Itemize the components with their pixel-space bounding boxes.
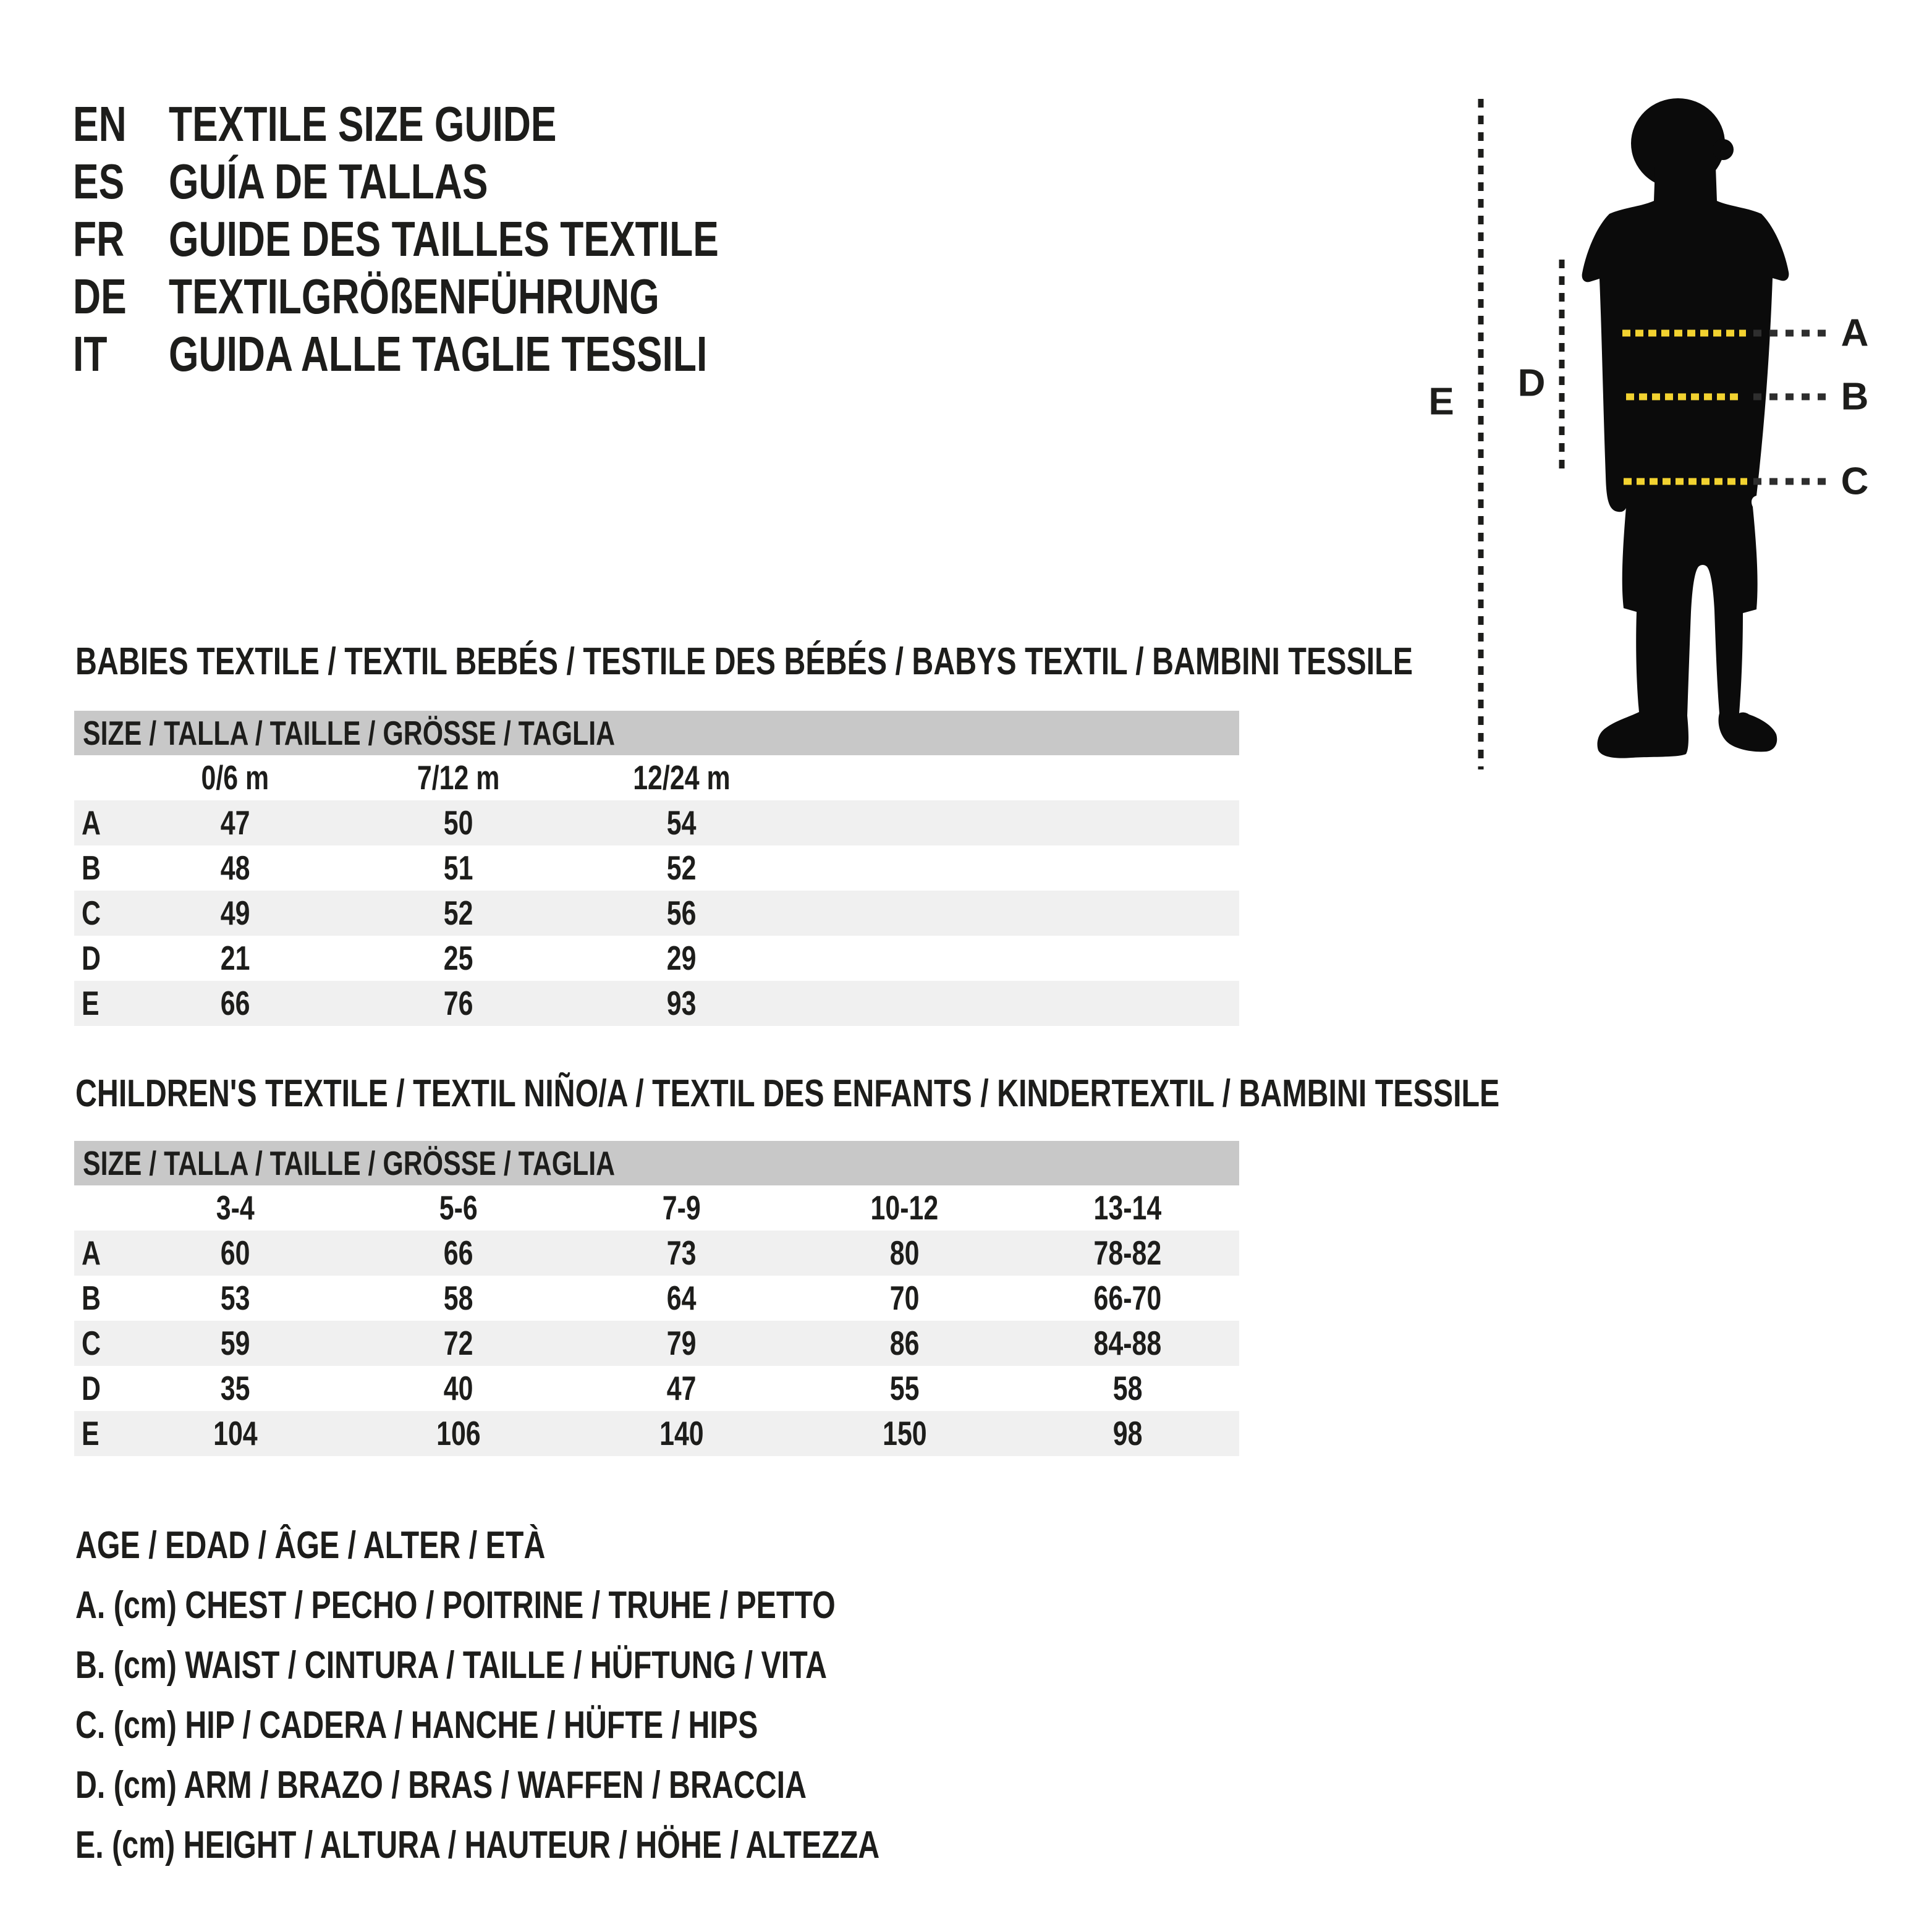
marker-label-d: D (1517, 362, 1546, 405)
row-label-text: A (82, 803, 101, 842)
table-row (74, 845, 1239, 891)
value-cell (793, 1411, 1016, 1456)
legend-line-text: C. (cm) HIP / CADERA / HANCHE / HÜFTE / HIPS (75, 1704, 758, 1747)
row-label (82, 981, 104, 1026)
children-size-table (74, 1141, 1239, 1456)
column-header-text: 3-4 (216, 1188, 255, 1227)
column-header-text: 12/24 m (632, 758, 731, 797)
table-row (74, 1411, 1239, 1456)
value-text: 49 (220, 894, 250, 932)
value-text: 70 (889, 1279, 920, 1317)
value-cell (570, 891, 793, 936)
value-text: 56 (666, 894, 697, 932)
language-code (73, 96, 169, 153)
row-label (82, 1366, 106, 1411)
language-title-text: GUIDE DES TAILLES TEXTILE (169, 211, 719, 266)
value-cell (124, 800, 347, 845)
value-cell (570, 1321, 793, 1366)
legend-line-text: A. (cm) CHEST / PECHO / POITRINE / TRUHE / PETTO (75, 1584, 836, 1627)
language-title-text: GUIDA ALLE TAGLIE TESSILI (169, 326, 708, 381)
language-row (73, 95, 874, 153)
value-cell (570, 981, 793, 1026)
row-label-text: D (82, 939, 101, 977)
value-cell (793, 1231, 1016, 1276)
table-row (74, 1366, 1239, 1411)
value-cell (347, 981, 570, 1026)
value-cell (347, 936, 570, 981)
language-row (73, 325, 874, 383)
value-cell (793, 1366, 1016, 1411)
value-text: 86 (889, 1324, 920, 1362)
column-header-text: 7-9 (662, 1188, 701, 1227)
language-title (169, 153, 578, 210)
children-table-header-bar (74, 1141, 1239, 1185)
value-text: 58 (443, 1279, 473, 1317)
column-header-text: 0/6 m (201, 758, 269, 797)
value-text: 55 (889, 1369, 920, 1407)
babies-table-header-bar (74, 711, 1239, 755)
language-title-text: GUÍA DE TALLAS (169, 153, 488, 209)
column-header-cell (793, 1185, 1016, 1231)
value-text: 40 (443, 1369, 473, 1407)
column-header-text: 13-14 (1093, 1188, 1162, 1227)
value-text: 106 (436, 1414, 481, 1452)
value-cell (570, 845, 793, 891)
table-row (74, 1231, 1239, 1276)
row-label (82, 891, 106, 936)
value-text: 73 (666, 1234, 697, 1272)
row-label (82, 936, 106, 981)
children-section-title (75, 1069, 1901, 1119)
value-cell (347, 1366, 570, 1411)
children-section-title-text: CHILDREN'S TEXTILE / TEXTIL NIÑO/A / TEXTIL DES ENFANTS / KINDERTEXTIL / BAMBINI TESSILE (75, 1072, 1500, 1115)
language-code-text: IT (73, 326, 108, 381)
value-text: 66 (443, 1234, 473, 1272)
row-label (82, 1321, 106, 1366)
value-cell (570, 1366, 793, 1411)
legend-line-text: AGE / EDAD / ÂGE / ALTER / ETÀ (75, 1524, 546, 1567)
value-text: 150 (882, 1414, 927, 1452)
value-text: 35 (220, 1369, 250, 1407)
legend-line-text: B. (cm) WAIST / CINTURA / TAILLE / HÜFTUNG / VITA (75, 1644, 828, 1687)
value-cell (1016, 1321, 1239, 1366)
table-row (74, 1276, 1239, 1321)
value-text: 84-88 (1093, 1324, 1162, 1362)
language-title (169, 211, 874, 268)
language-title (169, 268, 798, 325)
language-code-text: EN (73, 96, 127, 151)
value-cell (1016, 1411, 1239, 1456)
language-row (73, 153, 874, 210)
column-header-cell (570, 755, 793, 800)
row-label (82, 800, 106, 845)
language-code (73, 326, 169, 383)
marker-label-a: A (1841, 311, 1869, 355)
table-row (74, 936, 1239, 981)
value-cell (570, 1411, 793, 1456)
value-text: 78-82 (1093, 1234, 1162, 1272)
value-text: 72 (443, 1324, 473, 1362)
measurement-legend (75, 1515, 1106, 1875)
value-text: 53 (220, 1279, 250, 1317)
language-title (169, 96, 666, 153)
value-text: 79 (666, 1324, 697, 1362)
column-header-cell (347, 1185, 570, 1231)
legend-line (75, 1755, 1106, 1815)
marker-label-b: B (1841, 375, 1869, 418)
value-cell (347, 1321, 570, 1366)
value-cell (124, 1231, 347, 1276)
value-cell (570, 800, 793, 845)
language-code-text: DE (73, 268, 127, 324)
table-row (74, 891, 1239, 936)
value-cell (124, 1276, 347, 1321)
value-cell (347, 800, 570, 845)
language-code (73, 153, 169, 210)
value-cell (570, 936, 793, 981)
legend-line (75, 1635, 1106, 1695)
babies-section-title (75, 637, 1790, 687)
value-cell (347, 1276, 570, 1321)
value-text: 21 (220, 939, 250, 977)
value-text: 47 (220, 803, 250, 842)
value-cell (570, 1231, 793, 1276)
language-title-list (73, 95, 874, 383)
value-text: 58 (1112, 1369, 1143, 1407)
babies-section-title-text: BABIES TEXTILE / TEXTIL BEBÉS / TESTILE DES BÉBÉS / BABYS TEXTIL / BAMBINI TESSILE (75, 640, 1413, 683)
language-code-text: FR (73, 211, 125, 266)
column-header-cell (124, 1185, 347, 1231)
legend-line-text: E. (cm) HEIGHT / ALTURA / HAUTEUR / HÖHE / ALTEZZA (75, 1824, 880, 1866)
column-header-text: 10-12 (870, 1188, 939, 1227)
table-column-header-row (74, 755, 1239, 800)
column-header-cell (347, 755, 570, 800)
children-table-header-text: SIZE / TALLA / TAILLE / GRÖSSE / TAGLIA (83, 1144, 616, 1182)
language-title (169, 326, 859, 383)
table-column-header-row (74, 1185, 1239, 1231)
row-label-text: A (82, 1234, 101, 1272)
value-text: 60 (220, 1234, 250, 1272)
value-text: 52 (443, 894, 473, 932)
legend-line (75, 1575, 1106, 1635)
legend-line (75, 1515, 1106, 1575)
value-cell (124, 845, 347, 891)
row-label (82, 1231, 106, 1276)
value-text: 29 (666, 939, 697, 977)
child-silhouette-diagram (1419, 74, 1932, 816)
value-text: 104 (213, 1414, 258, 1452)
language-code-text: ES (73, 153, 125, 209)
language-code (73, 211, 169, 268)
language-title-text: TEXTILGRÖßENFÜHRUNG (169, 268, 659, 324)
language-row (73, 210, 874, 268)
value-text: 52 (666, 849, 697, 887)
row-label (82, 1276, 106, 1321)
value-text: 76 (443, 984, 473, 1022)
column-header-cell (1016, 1185, 1239, 1231)
legend-line (75, 1695, 1106, 1755)
table-row (74, 800, 1239, 845)
value-text: 25 (443, 939, 473, 977)
legend-line (75, 1815, 1106, 1875)
value-cell (347, 891, 570, 936)
column-header-cell (124, 755, 347, 800)
value-text: 50 (443, 803, 473, 842)
row-label (82, 845, 106, 891)
value-text: 93 (666, 984, 697, 1022)
table-row (74, 981, 1239, 1026)
row-label (82, 1411, 104, 1456)
marker-label-e: E (1428, 380, 1454, 423)
babies-size-table (74, 711, 1239, 1026)
row-label-text: E (82, 1414, 100, 1452)
value-text: 66-70 (1093, 1279, 1162, 1317)
value-text: 140 (659, 1414, 704, 1452)
row-label-text: D (82, 1369, 101, 1407)
value-cell (347, 1231, 570, 1276)
value-cell (793, 1321, 1016, 1366)
marker-label-c: C (1841, 460, 1869, 503)
value-text: 51 (443, 849, 473, 887)
value-cell (793, 1276, 1016, 1321)
value-text: 47 (666, 1369, 697, 1407)
value-cell (347, 845, 570, 891)
row-label-text: B (82, 849, 101, 887)
value-text: 48 (220, 849, 250, 887)
value-cell (124, 936, 347, 981)
babies-table-header-text: SIZE / TALLA / TAILLE / GRÖSSE / TAGLIA (83, 714, 616, 752)
value-cell (347, 1411, 570, 1456)
row-label-text: B (82, 1279, 101, 1317)
row-label-text: C (82, 1324, 101, 1362)
value-cell (570, 1276, 793, 1321)
value-cell (1016, 1276, 1239, 1321)
value-cell (124, 1366, 347, 1411)
row-label-text: C (82, 894, 101, 932)
value-text: 64 (666, 1279, 697, 1317)
language-row (73, 268, 874, 325)
row-label-text: E (82, 984, 100, 1022)
column-header-text: 5-6 (439, 1188, 478, 1227)
value-text: 98 (1112, 1414, 1143, 1452)
table-row (74, 1321, 1239, 1366)
language-title-text: TEXTILE SIZE GUIDE (169, 96, 557, 151)
value-text: 59 (220, 1324, 250, 1362)
value-cell (124, 1411, 347, 1456)
value-text: 80 (889, 1234, 920, 1272)
measurement-figure (1419, 74, 1932, 816)
column-header-cell (570, 1185, 793, 1231)
value-cell (124, 891, 347, 936)
value-cell (124, 1321, 347, 1366)
value-text: 54 (666, 803, 697, 842)
legend-line-text: D. (cm) ARM / BRAZO / BRAS / WAFFEN / BRACCIA (75, 1764, 807, 1807)
language-code (73, 268, 169, 325)
value-cell (124, 981, 347, 1026)
value-cell (1016, 1366, 1239, 1411)
value-cell (1016, 1231, 1239, 1276)
column-header-text: 7/12 m (417, 758, 500, 797)
value-text: 66 (220, 984, 250, 1022)
